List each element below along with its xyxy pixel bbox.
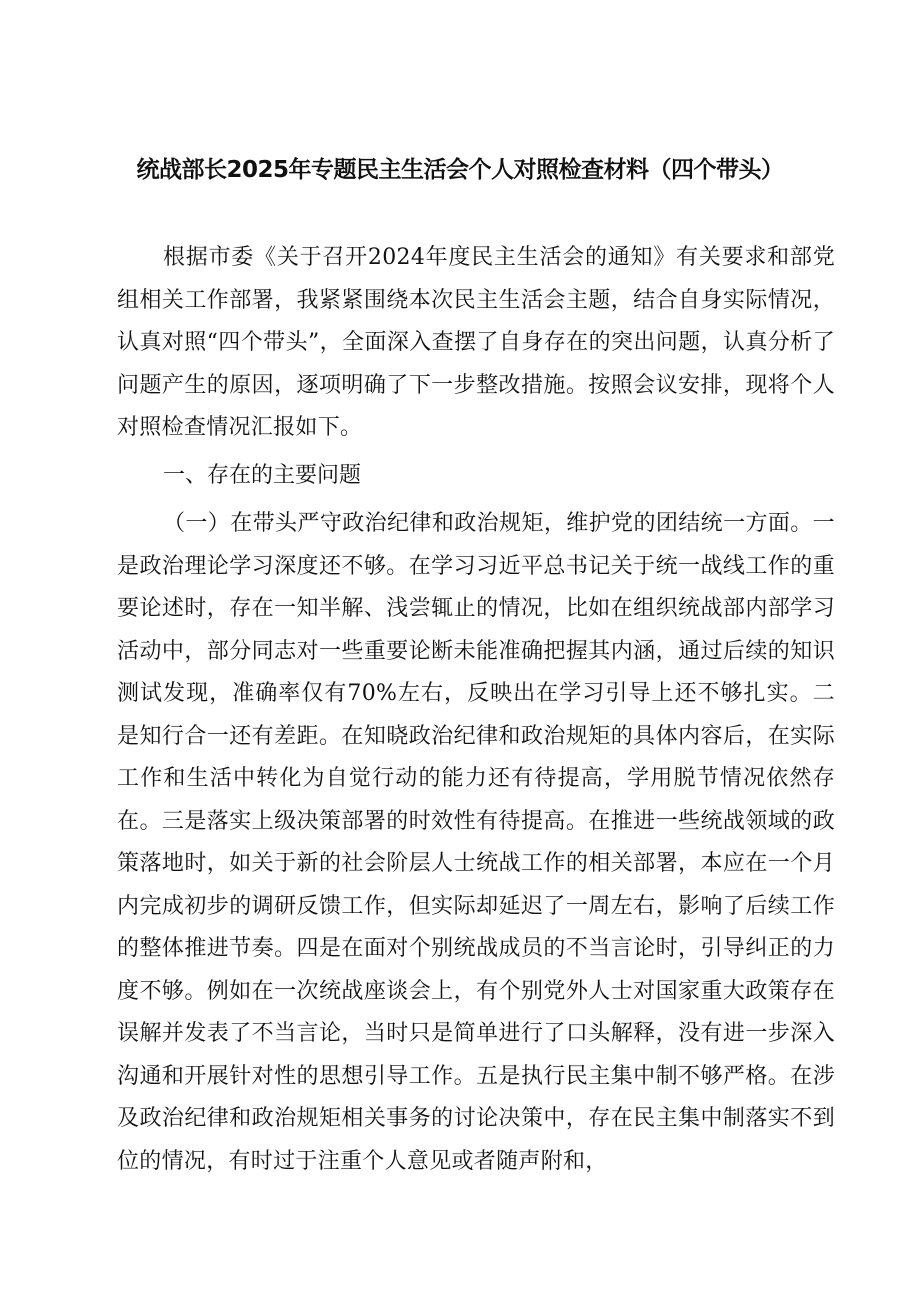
intro-paragraph: 根据市委《关于召开2024年度民主生活会的通知》有关要求和部党组相关工作部署，我紧紧围绕本次民主生活会主题，结合自身实际情况，认真对照“四个带头”，全面深入查摆了自身存在的突出问题，认真分析了问题产生的原因，逐项明确了下一步整改措施。按照会议安排，现将个人对照检查情况汇报如下。: [117, 245, 835, 440]
section-heading-main-problems: 一、存在的主要问题: [163, 463, 362, 488]
section-1-paragraph: （一）在带头严守政治纪律和政治规矩，维护党的团结统一方面。一是政治理论学习深度还不够。在学习习近平总书记关于统一战线工作的重要论述时，存在一知半解、浅尝辄止的情况，比如在组织统战部内部学习活动中，部分同志对一些重要论断未能准确把握其内涵，通过后续的知识测试发现，准确率仅有70%左右，反映出在学习引导上还不够扎实。二是知行合一还有差距。在知晓政治纪律和政治规矩的具体内容后，在实际工作和生活中转化为自觉行动的能力还有待提高，学用脱节情况依然存在。三是落实上级决策部署的时效性有待提高。在推进一些统战领域的政策落地时，如关于新的社会阶层人士统战工作的相关部署，本应在一个月内完成初步的调研反馈工作，但实际却延迟了一周左右，影响了后续工作的整体推进节奏。四是在面对个别统战成员的不当言论时，引导纠正的力度不够。例如在一次统战座谈会上，有个别党外人士对国家重大政策存在误解并发表了不当言论，当时只是简单进行了口头解释，没有进一步深入沟通和开展针对性的思想引导工作。五是执行民主集中制不够严格。在涉及政治纪律和政治规矩相关事务的讨论决策中，存在民主集中制落实不到位的情况，有时过于注重个人意见或者随声附和，: [117, 511, 835, 1174]
document-title: 统战部长2025年专题民主生活会个人对照检查材料（四个带头）: [136, 157, 784, 183]
